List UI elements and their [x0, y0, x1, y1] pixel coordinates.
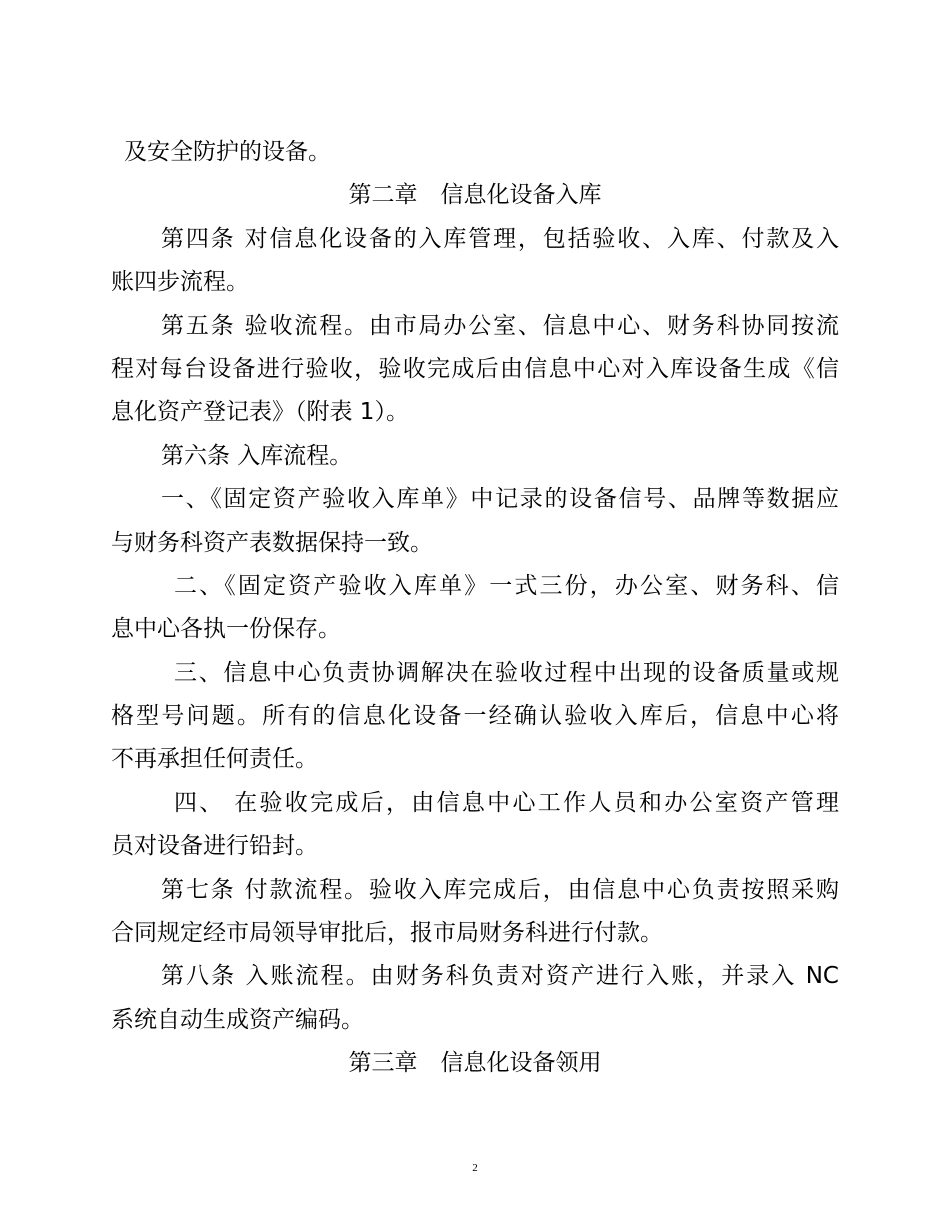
page-number: 2	[472, 1162, 478, 1174]
article-line: 第六条 入库流程。	[161, 443, 353, 469]
list-item-line: 三、信息中心负责协调解决在验收过程中出现的设备质量或规	[174, 660, 839, 686]
paragraph-line: 格型号问题。所有的信息化设备一经确认验收入库后，信息中心将	[111, 703, 839, 729]
list-item-line: 一、《固定资产验收入库单》中记录的设备信号、品牌等数据应	[161, 486, 839, 512]
chapter-heading: 第二章 信息化设备入库	[348, 182, 602, 208]
article-line: 第四条 对信息化设备的入库管理，包括验收、入库、付款及入	[161, 226, 839, 252]
paragraph-line: 息中心各执一份保存。	[111, 616, 341, 642]
paragraph-line: 合同规定经市局领导审批后，报市局财务科进行付款。	[111, 920, 663, 946]
paragraph-line: 与财务科资产表数据保持一致。	[111, 530, 433, 556]
paragraph-line: 及安全防护的设备。	[124, 139, 331, 165]
article-line: 第八条 入账流程。由财务科负责对资产进行入账，并录入 NC	[161, 963, 839, 989]
list-item-line: 二、《固定资产验收入库单》一式三份，办公室、财务科、信	[174, 573, 839, 599]
paragraph-line: 不再承担任何责任。	[111, 746, 318, 772]
article-line: 第五条 验收流程。由市局办公室、信息中心、财务科协同按流	[161, 313, 839, 339]
paragraph-line: 息化资产登记表》（附表 1）。	[111, 399, 409, 425]
article-line: 第七条 付款流程。验收入库完成后，由信息中心负责按照采购	[161, 877, 839, 903]
paragraph-line: 程对每台设备进行验收，验收完成后由信息中心对入库设备生成《信	[111, 356, 839, 382]
paragraph-line: 账四步流程。	[111, 269, 249, 295]
paragraph-line: 员对设备进行铅封。	[111, 833, 318, 859]
chapter-heading: 第三章 信息化设备领用	[348, 1050, 602, 1076]
list-item-line: 四、 在验收完成后，由信息中心工作人员和办公室资产管理	[174, 790, 839, 816]
paragraph-line: 系统自动生成资产编码。	[111, 1007, 364, 1033]
